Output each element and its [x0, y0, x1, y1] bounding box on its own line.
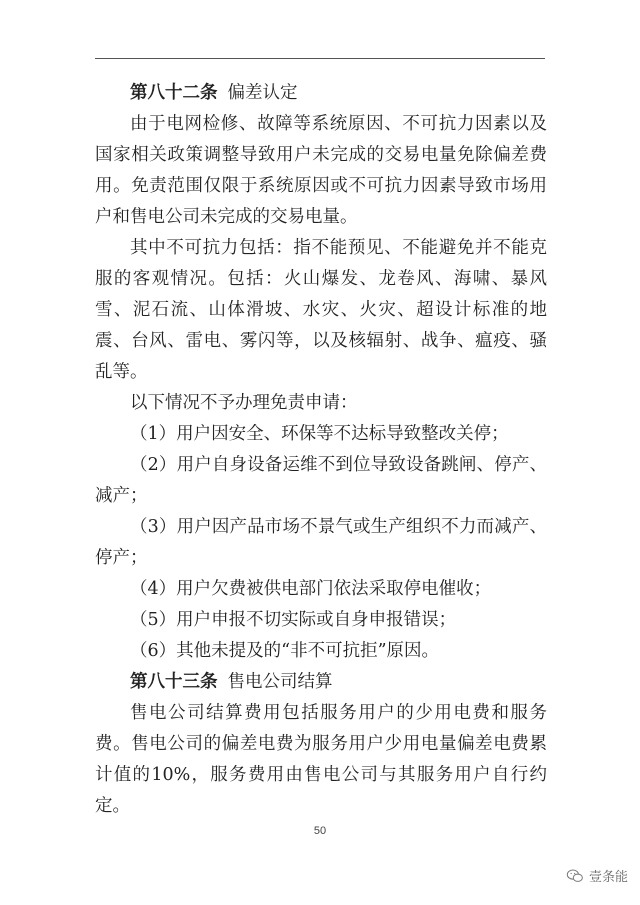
list-item: （3）用户因产品市场不景气或生产组织不力而减产、停产；: [95, 517, 547, 568]
page-number: 50: [313, 825, 327, 837]
article-83-heading: [95, 667, 547, 698]
list-item: （5）用户申报不切实际或自身申报错误；: [130, 610, 457, 630]
article-82-heading: [95, 78, 547, 109]
article-83-number: 第八十三条: [130, 672, 218, 692]
body-text: [95, 78, 547, 822]
list-item: （2）用户自身设备运维不到位导致设备跳闸、停产、减产；: [95, 455, 547, 506]
list-item: （6）其他未提及的“非不可抗拒”原因。: [130, 641, 440, 661]
article-82-title: 偏差认定: [227, 83, 298, 103]
article-82-paragraph-1: 由于电网检修、故障等系统原因、不可抗力因素以及国家相关政策调整导致用户未完成的交易电量免除偏差费用。免责范围仅限于系统原因或不可抗力因素导致市场用户和售电公司未完成的交易电量。: [95, 114, 547, 227]
article-82-number: 第八十二条: [130, 83, 218, 103]
header-rule: [95, 58, 545, 59]
watermark: [566, 866, 628, 885]
article-83-title: 售电公司结算: [227, 672, 333, 692]
article-82-paragraph-3: 以下情况不予办理免责申请：: [130, 393, 358, 413]
list-item: （1）用户因安全、环保等不达标导致整改关停；: [130, 424, 509, 444]
watermark-text: 壹条能: [588, 870, 628, 885]
article-83-paragraph-1: 售电公司结算费用包括服务用户的少用电费和服务费。售电公司的偏差电费为服务用户少用电量偏差电费累计值的10%，服务费用由售电公司与其服务用户自行约定。: [95, 703, 547, 816]
wechat-icon: [566, 869, 584, 883]
list-item: （4）用户欠费被供电部门依法采取停电催收；: [130, 579, 492, 599]
article-82-paragraph-2: 其中不可抗力包括：指不能预见、不能避免并不能克服的客观情况。包括：火山爆发、龙卷风、海啸、暴风雪、泥石流、山体滑坡、水灾、火灾、超设计标准的地震、台风、雷电、雾闪等，以及核辐射、战争、瘟疫、骚乱等。: [95, 238, 547, 382]
